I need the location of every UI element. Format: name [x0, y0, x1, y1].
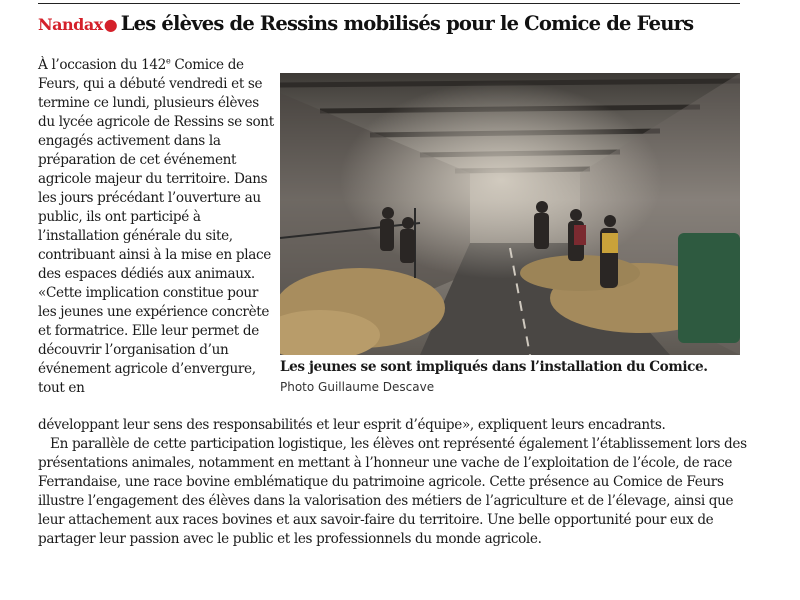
headline — [38, 12, 748, 35]
bullet-dot-icon: ● — [103, 15, 118, 34]
headline-title: Les élèves de Ressins mobilisés pour le Comice de Feurs — [120, 12, 694, 35]
intro-text-start: À l’occasion du 142 — [38, 57, 166, 73]
article-body-intro — [38, 56, 274, 398]
kicker: Nandax — [38, 15, 103, 34]
top-rule — [38, 3, 740, 4]
photo-caption: Les jeunes se sont impliqués dans l’installation du Comice. — [280, 359, 708, 375]
article-photo — [280, 73, 740, 355]
intro-text: Comice de Feurs, qui a débuté vendredi et se termine ce lundi, plusieurs élèves du lycée agricole de Ressins se sont engagés activement dans la préparation de cet événement agricole majeur du territoire. Dans les jours précédant l’ouverture au public, ils ont participé à l’installation générale du site, contribuant ainsi à la mise en place des espaces dédiés aux animaux. «Cette implication constitue pour les jeunes une expérience concrète et formatrice. Elle leur permet de découvrir l’organisation d’un événement agricole d’envergure, tout en — [38, 57, 274, 396]
paragraph-1-end: développant leur sens des responsabilités et leur esprit d’équipe», expliquent leurs encadrants. — [38, 417, 666, 433]
photo-credit: Photo Guillaume Descave — [280, 380, 435, 394]
intro-superscript: e — [165, 56, 171, 66]
paragraph-2: En parallèle de cette participation logistique, les élèves ont représenté également l’établissement lors des présentations animales, notamment en mettant à l’honneur une vache de l’exploitation de l’école, de race Ferrandaise, une race bovine emblématique du patrimoine agricole. Cette présence au Comice de Feurs illustre l’engagement des élèves dans la valorisation des métiers de l’agriculture et de l’élevage, ainsi que leur attachement aux races bovines et aux savoir-faire du territoire. Une belle opportunité pour eux de partager leur passion avec le public et les professionnels du monde agricole. — [38, 436, 747, 547]
article-body-continued — [38, 416, 750, 549]
